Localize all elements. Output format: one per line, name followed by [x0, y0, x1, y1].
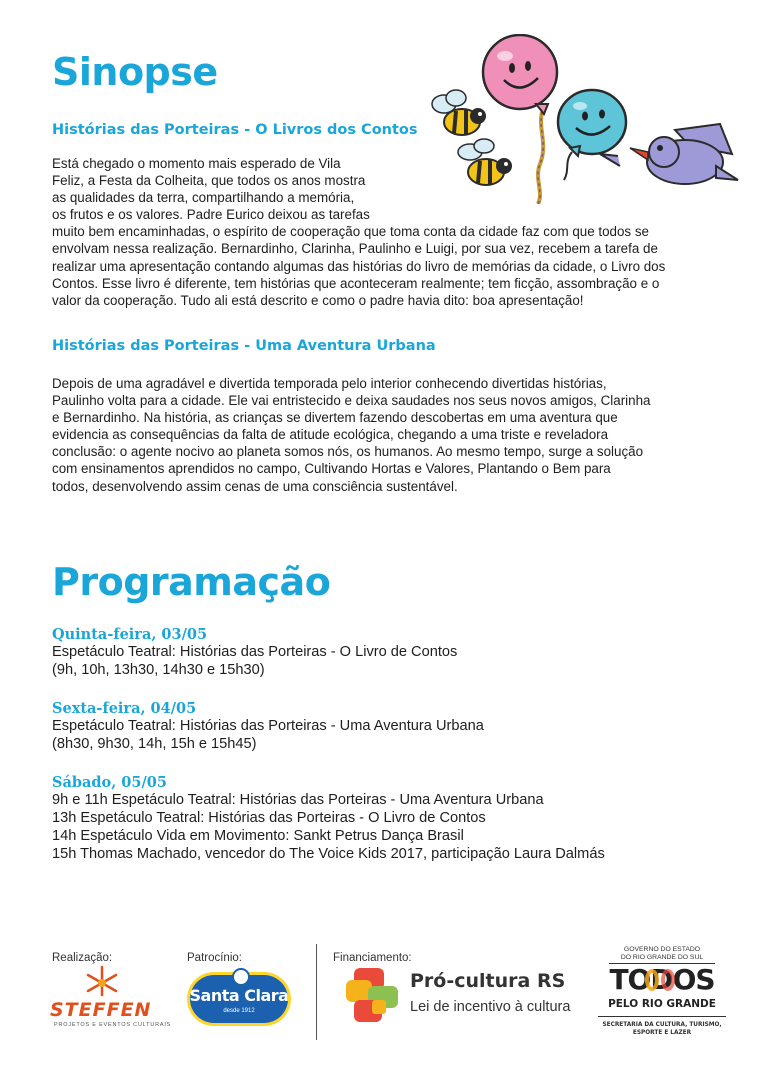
governo-line: GOVERNO DO ESTADO [623, 946, 701, 953]
governo-brand: TODOS [609, 963, 715, 996]
schedule-line: 14h Espetáculo Vida em Movimento: Sankt Petrus Dança Brasil [52, 828, 464, 844]
text-line: as qualidades da terra, compartilhando a memória, [52, 190, 355, 206]
procultura-name: Pró-cultura RS [410, 970, 566, 992]
text-line: Paulinho volta para a cidade. Ele vai entristecido e deixa saudades nos seus novos amigos, Clarinha [52, 393, 651, 409]
footer-divider [316, 944, 317, 1040]
text-line: Contos. Esse livro é diferente, tem histórias que aconteceram realmente; tem ficção, assombração e o [52, 275, 660, 291]
text-line: com ensinamentos aprendidos no campo, Cultivando Hortas e Valores, Plantando o Bem para [52, 461, 611, 477]
story2-title: Histórias das Porteiras - Uma Aventura Urbana [52, 338, 436, 354]
story1-text [52, 155, 665, 309]
governo-logo [592, 946, 732, 1046]
text-line: conclusão: o agente nocivo ao planeta somos nós, os humanos. Ao mesmo tempo, surge a solução [52, 444, 644, 460]
brand-o-icon [661, 969, 675, 991]
sinopse-heading: Sinopse [52, 50, 218, 94]
text-line: envolvam nessa realização. Bernardinho, Clarinha, Paulinho e Luigi, por sua vez, recebem a tarefa de [52, 241, 658, 257]
day-title: Sexta-feira, 04/05 [52, 700, 197, 717]
text-line: todos, desenvolvendo assim cenas de uma consciência sustentável. [52, 478, 458, 494]
governo-brand-sub: PELO RIO GRANDE [608, 998, 716, 1010]
divider [598, 1016, 726, 1017]
brand-o-icon [645, 969, 659, 991]
schedule-line: Espetáculo Teatral: Histórias das Porteiras - O Livro de Contos [52, 644, 458, 660]
schedule-day [52, 700, 484, 753]
santa-clara-emblem-icon [232, 968, 250, 986]
schedule-line: (8h30, 9h30, 14h, 15h e 15h45) [52, 736, 257, 752]
text-line: realizar uma apresentação contando algumas das histórias do livro de memórias da cidade, o Livro dos [52, 258, 666, 274]
schedule-day [52, 774, 605, 863]
governo-footer [592, 1021, 732, 1037]
financiamento-label: Financiamento: [333, 952, 412, 964]
governo-header [592, 946, 732, 962]
day-title: Quinta-feira, 03/05 [52, 626, 208, 643]
story2-text [52, 375, 650, 495]
schedule-line: (9h, 10h, 13h30, 14h30 e 15h30) [52, 662, 265, 678]
text-line: muito bem encaminhadas, o espírito de cooperação que toma conta da cidade faz com que todos se [52, 224, 649, 240]
schedule-line: 15h Thomas Machado, vencedor do The Voice Kids 2017, participação Laura Dalmás [52, 846, 605, 862]
governo-line: DO RIO GRANDE DO SUL [620, 954, 704, 961]
schedule-line: Espetáculo Teatral: Histórias das Porteiras - Uma Aventura Urbana [52, 718, 484, 734]
santa-clara-logo [187, 968, 291, 1028]
steffen-tagline: PROJETOS E EVENTOS CULTURAIS [54, 1022, 172, 1028]
santa-clara-name: Santa Clara [189, 986, 289, 1005]
text-line: Depois de uma agradável e divertida temporada pelo interior conhecendo divertidas histórias, [52, 376, 607, 391]
schedule-line: 13h Espetáculo Teatral: Histórias das Porteiras - O Livro de Contos [52, 810, 486, 826]
procultura-mark-icon [344, 966, 400, 1026]
bee-icon [432, 90, 486, 135]
santa-clara-since: desde 1912 [223, 1008, 255, 1014]
steffen-name: STEFFEN [50, 999, 152, 1021]
text-line: Está chegado o momento mais esperado de Vila [52, 156, 341, 171]
steffen-logo [48, 965, 172, 1035]
programacao-heading: Programação [52, 560, 331, 604]
text-line: e Bernardinho. Na história, as crianças se divertem fazendo descobertas em uma aventura que [52, 410, 618, 426]
procultura-tagline: Lei de incentivo à cultura [410, 999, 571, 1015]
governo-line: SECRETARIA DA CULTURA, TURISMO, [602, 1022, 722, 1028]
schedule-line: 9h e 11h Espetáculo Teatral: Histórias das Porteiras - Uma Aventura Urbana [52, 792, 544, 808]
patrocinio-label: Patrocínio: [187, 952, 242, 964]
text-line: evidencia as consequências da falta de atitude ecológica, chegando a uma triste e reveladora [52, 427, 609, 443]
procultura-logo [344, 966, 584, 1030]
schedule-day [52, 626, 457, 679]
text-line: Feliz, a Festa da Colheita, que todos os anos mostra [52, 173, 366, 189]
text-line: valor da cooperação. Tudo ali está descrito e como o padre havia dito: boa apresentação! [52, 292, 584, 308]
day-title: Sábado, 05/05 [52, 774, 167, 791]
governo-line: ESPORTE E LAZER [632, 1030, 692, 1036]
steffen-mark-icon [82, 965, 122, 999]
realizacao-label: Realização: [52, 952, 113, 964]
text-line: os frutos e os valores. Padre Eurico deixou as tarefas [52, 207, 370, 223]
story1-title: Histórias das Porteiras - O Livros dos Contos [52, 122, 418, 138]
